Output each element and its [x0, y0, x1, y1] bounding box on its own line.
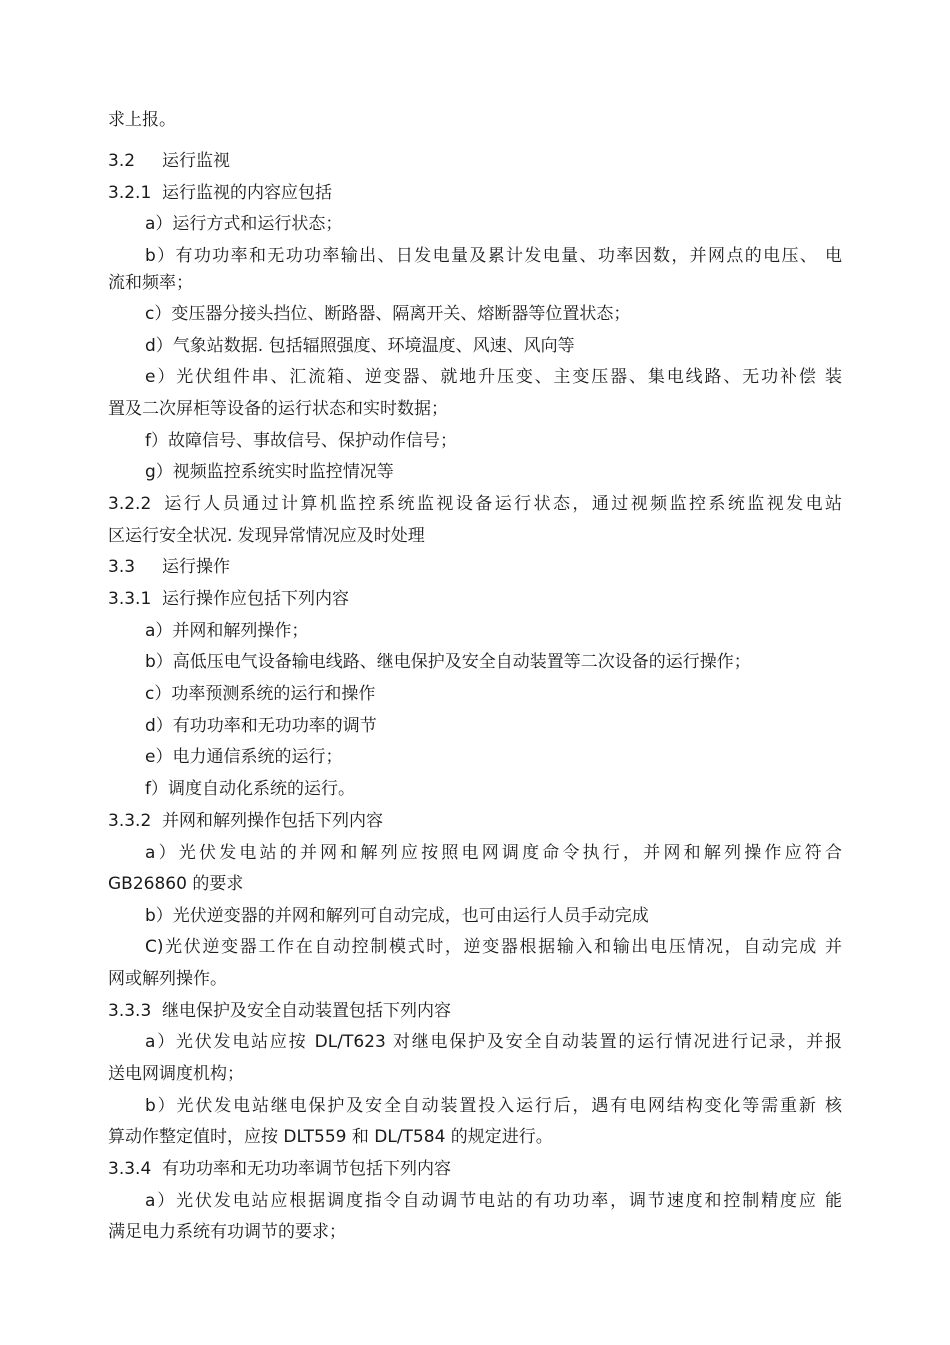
list-item	[145, 710, 842, 742]
clause-title: 运行监视的内容应包括	[162, 183, 332, 203]
clause-number: 3.2.2	[108, 494, 152, 514]
list-item-continuation	[108, 267, 842, 299]
text: 满足电力系统有功调节的要求；	[108, 1222, 346, 1242]
text: 求上报。	[108, 110, 176, 130]
list-item-continuation	[108, 1058, 842, 1090]
list-item	[145, 361, 842, 393]
clause-number: 3.2.1	[108, 183, 152, 203]
list-item	[145, 1185, 842, 1217]
list-item	[145, 741, 842, 773]
clause-number: 3.3.4	[108, 1159, 152, 1179]
clause-title: 继电保护及安全自动装置包括下列内容	[162, 1001, 451, 1021]
text: 置及二次屏柜等设备的运行状态和实时数据；	[108, 399, 448, 419]
list-item	[145, 298, 842, 330]
text: GB26860 的要求	[108, 874, 244, 894]
clause-number: 3.3.1	[108, 589, 152, 609]
text: 流和频率；	[108, 273, 193, 293]
text: b）有功功率和无功功率输出、日发电量及累计发电量、功率因数，并网点的电压、 电	[145, 246, 842, 266]
text: a）并网和解列操作；	[145, 621, 309, 641]
text: e）电力通信系统的运行；	[145, 747, 343, 767]
clause-paragraph	[108, 488, 842, 520]
clause-number: 3.3.3	[108, 1001, 152, 1021]
clause-title: 有功功率和无功功率调节包括下列内容	[162, 1159, 451, 1179]
text: d）气象站数据. 包括辐照强度、环境温度、风速、风向等	[145, 336, 575, 356]
text: a）光伏发电站的并网和解列应按照电网调度命令执行，并网和解列操作应符合	[145, 843, 842, 863]
section-number: 3.3	[108, 557, 136, 577]
clause-title: 并网和解列操作包括下列内容	[162, 811, 383, 831]
section-title: 运行操作	[162, 557, 230, 577]
clause-heading	[108, 995, 842, 1027]
section-heading	[108, 551, 842, 583]
text: g）视频监控系统实时监控情况等	[145, 462, 394, 482]
list-item-continuation	[108, 1216, 842, 1248]
text: 算动作整定值时，应按 DLT559 和 DL/T584 的规定进行。	[108, 1127, 553, 1147]
text: a）运行方式和运行状态；	[145, 214, 343, 234]
clause-number: 3.3.2	[108, 811, 152, 831]
text: e）光伏组件串、汇流箱、逆变器、就地升压变、主变压器、集电线路、无功补偿 装	[145, 367, 842, 387]
list-item	[145, 456, 842, 488]
list-item	[145, 837, 842, 869]
list-item	[145, 615, 842, 647]
text: c）功率预测系统的运行和操作	[145, 684, 376, 704]
text: b）高低压电气设备输电线路、继电保护及安全自动装置等二次设备的运行操作；	[145, 652, 751, 672]
clause-title: 运行操作应包括下列内容	[162, 589, 349, 609]
clause-heading	[108, 177, 842, 209]
list-item	[145, 425, 842, 457]
list-item	[145, 678, 842, 710]
list-item-continuation	[108, 963, 842, 995]
text: d）有功功率和无功功率的调节	[145, 716, 377, 736]
text: b）光伏发电站继电保护及安全自动装置投入运行后，遇有电网结构变化等需重新 核	[145, 1096, 842, 1116]
list-item-continuation	[108, 868, 842, 900]
text: b）光伏逆变器的并网和解列可自动完成，也可由运行人员手动完成	[145, 906, 649, 926]
list-item	[145, 773, 842, 805]
list-item	[145, 330, 842, 362]
section-title: 运行监视	[162, 151, 230, 171]
list-item-continuation	[108, 1121, 842, 1153]
list-item	[145, 1026, 842, 1058]
clause-heading	[108, 805, 842, 837]
list-item	[145, 1090, 842, 1122]
list-item	[145, 900, 842, 932]
text: 运行人员通过计算机监控系统监视设备运行状态，通过视频监控系统监视发电站	[162, 494, 842, 514]
section-number: 3.2	[108, 151, 136, 171]
clause-continuation	[108, 520, 842, 552]
section-heading	[108, 145, 842, 177]
text: 送电网调度机构；	[108, 1064, 244, 1084]
clause-heading	[108, 1153, 842, 1185]
paragraph-continuation	[108, 104, 842, 136]
text: C)光伏逆变器工作在自动控制模式时，逆变器根据输入和输出电压情况，自动完成 并	[145, 937, 842, 957]
text: c）变压器分接头挡位、断路器、隔离开关、熔断器等位置状态；	[145, 304, 631, 324]
list-item	[145, 931, 842, 963]
text: 网或解列操作。	[108, 969, 227, 989]
text: a）光伏发电站应按 DL/T623 对继电保护及安全自动装置的运行情况进行记录，并报	[145, 1032, 842, 1052]
clause-heading	[108, 583, 842, 615]
list-item-continuation	[108, 393, 842, 425]
text: f）故障信号、事故信号、保护动作信号；	[145, 431, 457, 451]
text: f）调度自动化系统的运行。	[145, 779, 355, 799]
list-item	[145, 208, 842, 240]
text: 区运行安全状况. 发现异常情况应及时处理	[108, 526, 425, 546]
list-item	[145, 646, 842, 678]
text: a）光伏发电站应根据调度指令自动调节电站的有功功率，调节速度和控制精度应 能	[145, 1191, 842, 1211]
